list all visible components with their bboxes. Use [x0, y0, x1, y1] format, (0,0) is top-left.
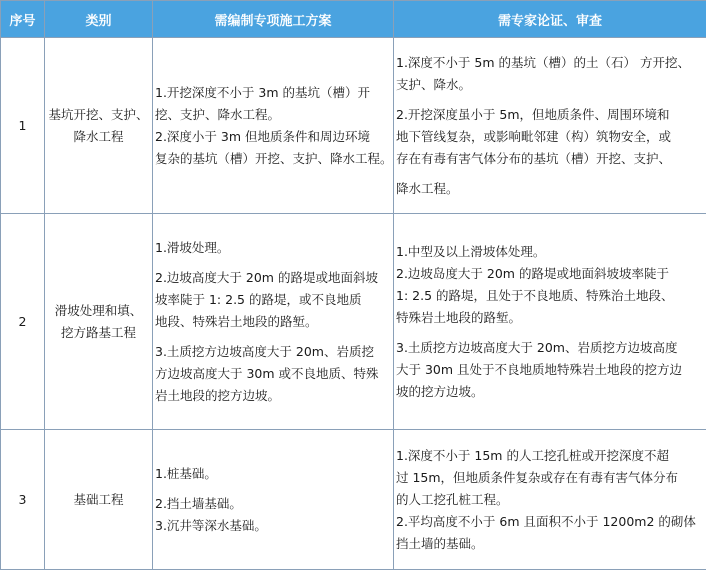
- expert-review-cell: [394, 38, 706, 214]
- header-category: 类别: [45, 1, 153, 38]
- expert-review-cell: [394, 214, 706, 430]
- table-row: [1, 430, 706, 570]
- table-row: [1, 214, 706, 430]
- cell-line: 3.沉井等深水基础。: [155, 515, 393, 537]
- cell-line: 2.边坡高度大于 20m 的路堤或地面斜坡: [155, 267, 393, 289]
- header-special-plan: 需编制专项施工方案: [153, 1, 394, 38]
- cell-line: 复杂的基坑（槽）开挖、支护、降水工程。: [155, 148, 393, 170]
- cell-line: 地下管线复杂，或影响毗邻建（构）筑物安全，或: [396, 126, 706, 148]
- special-plan-cell: [153, 214, 394, 430]
- line-spacer: [155, 259, 393, 267]
- row-number: 2: [1, 214, 45, 430]
- header-row: [1, 1, 706, 38]
- cell-line: 挡土墙的基础。: [396, 533, 706, 555]
- cell-line: 1.中型及以上滑坡体处理。: [396, 241, 706, 263]
- cell-line: 的人工挖孔桩工程。: [396, 489, 706, 511]
- cell-line: 基坑开挖、支护、: [47, 104, 150, 126]
- cell-line: 2.深度小于 3m 但地质条件和周边环境: [155, 126, 393, 148]
- line-spacer: [155, 485, 393, 493]
- cell-line: 地段、特殊岩土地段的路堑。: [155, 311, 393, 333]
- cell-line: 挖方路基工程: [47, 322, 150, 344]
- row-number: 3: [1, 430, 45, 570]
- cell-line: 1.桩基础。: [155, 463, 393, 485]
- line-spacer: [396, 96, 706, 104]
- cell-line: 降水工程: [47, 126, 150, 148]
- category-cell: [45, 214, 153, 430]
- cell-line: 基础工程: [47, 489, 150, 511]
- cell-line: 降水工程。: [396, 178, 706, 200]
- cell-line: 大于 30m 且处于不良地质地特殊岩土地段的挖方边: [396, 359, 706, 381]
- category-cell: [45, 430, 153, 570]
- cell-line: 滑坡处理和填、: [47, 300, 150, 322]
- cell-line: 岩土地段的挖方边坡。: [155, 385, 393, 407]
- header-expert-review: 需专家论证、审查: [394, 1, 706, 38]
- cell-line: 特殊岩土地段的路堑。: [396, 307, 706, 329]
- cell-line: 2.开挖深度虽小于 5m，但地质条件、周围环境和: [396, 104, 706, 126]
- table-row: [1, 38, 706, 214]
- special-plan-cell: [153, 430, 394, 570]
- cell-line: 3.土质挖方边坡高度大于 20m、岩质挖方边坡高度: [396, 337, 706, 359]
- cell-line: 支护、降水。: [396, 74, 706, 96]
- line-spacer: [155, 333, 393, 341]
- cell-line: 存在有毒有害气体分布的基坑（槽）开挖、支护、: [396, 148, 706, 170]
- cell-line: 挖、支护、降水工程。: [155, 104, 393, 126]
- cell-line: 过 15m，但地质条件复杂或存在有毒有害气体分布: [396, 467, 706, 489]
- row-number: 1: [1, 38, 45, 214]
- line-spacer: [396, 170, 706, 178]
- cell-line: 1.深度不小于 5m 的基坑（槽）的土（石） 方开挖、: [396, 52, 706, 74]
- cell-line: 坡的挖方边坡。: [396, 381, 706, 403]
- header-serial: 序号: [1, 1, 45, 38]
- cell-line: 1.滑坡处理。: [155, 237, 393, 259]
- special-plan-cell: [153, 38, 394, 214]
- cell-line: 坡率陡于 1: 2.5 的路堤，或不良地质: [155, 289, 393, 311]
- expert-review-cell: [394, 430, 706, 570]
- cell-line: 2.平均高度不小于 6m 且面积不小于 1200m2 的砌体: [396, 511, 706, 533]
- cell-line: 方边坡高度大于 30m 或不良地质、特殊: [155, 363, 393, 385]
- cell-line: 2.挡土墙基础。: [155, 493, 393, 515]
- cell-line: 3.土质挖方边坡高度大于 20m、岩质挖: [155, 341, 393, 363]
- cell-line: 1: 2.5 的路堤，且处于不良地质、特殊治土地段、: [396, 285, 706, 307]
- category-cell: [45, 38, 153, 214]
- cell-line: 2.边坡岛度大于 20m 的路堤或地面斜坡坡率陡于: [396, 263, 706, 285]
- line-spacer: [396, 329, 706, 337]
- cell-line: 1.开挖深度不小于 3m 的基坑（槽）开: [155, 82, 393, 104]
- cell-line: 1.深度不小于 15m 的人工挖孔桩或开挖深度不超: [396, 445, 706, 467]
